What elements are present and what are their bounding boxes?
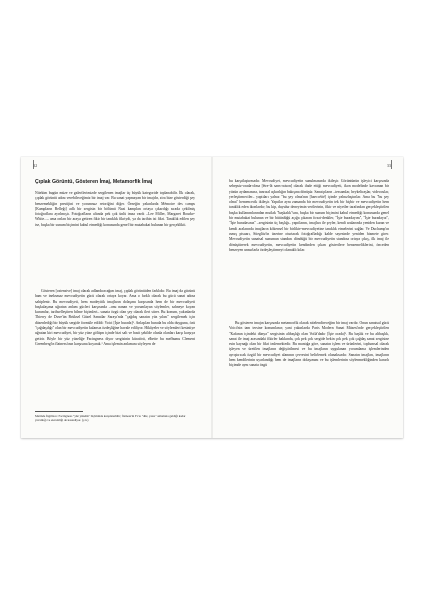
right-body-text-2 (229, 321, 389, 369)
footnote-rule (35, 411, 83, 412)
right-page (213, 157, 403, 438)
left-body-text (35, 191, 195, 228)
left-page (21, 157, 211, 438)
paragraph: Nitekim bugün müze ve galerilerimizde sergilenen imajlar üç büyük kategoride toplanabilir. İlk olarak, çıplak görüntü adını verebileceğimiz bir imaj var. Bu sanat yapmayan bir imajdır, zira bize gösterdiği şey benzemekliğin prestijini ve yorumsuz retoriğini diğer. Örneğin yakınlarda Mémoire des camps [Kampların Belleği] adlı bir sergisin bir bölümü Nazi kampları ortaya çıkardığı sırada çekilmiş fotoğraflara ayrılmıştı. Fotoğrafların altında pek çok ünlü imza vardı –Lee Miller, Margaret Bourke-White...– ama onları bir araya getiren fikir bir tanıklık fikriydi, ya da tarihin izi fikri. Tanıklık edilen şey ise, başka bir sunum biçimini kabul etmediği konusunda genel bir mutabakat bulunan bir gerçeklikti. (35, 191, 195, 227)
page-number: 33 (386, 163, 391, 168)
section-heading: Çıplak Görüntü, Gösteren İmaj, Metamorfik İmaj (35, 179, 153, 185)
paragraph: Gösteren [ostensive] imaj olarak adlandıracağım imaj, çıplak görüntüden farklıdır. Bu imaj da gücünü ham ve ineksmaz mevcudiyetin gücü olarak ortaya koyar. Ama o farklı olarak bu gücü sanat adına sahiplenir. Bu mevcudiyeti, hem modeyitik imajların dolaşımı karşısında hem de bir mevcudiyeti başkalaşıma uğratan anlam gücleri karşısında –onu nanan ve yorumlayan söylemler, sahneye koyan kurumlar, tarihselleştiren bilme biçimleri– sanata özgü olan şey olarak ileri sürer. Bu konum, yakınlarda Thierry de Duve'ün Brüksel Güzel Sanatlar Sarayı'nda "çağdaş sanatın yüz yılını" sergilemek için düzenlediği bir büyük sergide formüle edildi: Voici [İşte burada]¹. Anlaşılan burada bu olda duyguna, özü "çağdaşdığı" olan bir mevcudiyetin kalansız özdeşliğine havale ediliyor. Hikâyeler ve söylemleri kesintiye uğratan kiri mevcudiyet, bir yüz yüze gölüşm içinde bizi salt ve basit şekilde olanla olanları karşı karşıya getirir. Böyle bir yüz yüzeliğe Facingness diyor sergisinin küratörü, elbette bu mefhumu Clement Greenberg'in flatness'ının karşısına koyarak.² Ama işlemin anlamını söyleyen de (35, 289, 195, 346)
paragraph: Bu gösteren imajın karşısında metamorfik olarak nitelendireceğim bir imaj vardır. Onun sanatsal gücü Voici'nin tam tersine konumlanır; yani yakınlarda Paris Modern Sanat Müzesi'nde gerçekleştirilen "Kafanın içindeki dünya" sergisinin altbaşlığı olan Voilà'dadır [İşte orada]¹. Bu başlık ve bu altbaşlık, sanat ile imaj arasındaki fikirler bakkında, çok pek çok sergide bekin çok pek çok çağdaş sanat sergisine esin kaynağı olan bir fikri imlemektedir. Bu mantığa göre, sanatın işlem ve ürünlerini, toplumsal olarak işleyen ve üretilen imajların değiştirilmesi ve bu imajların uygulanan yorumlama işlemlerinden ayrıştırıcak özgül bir mevcudiyet alanının çevresini belirlemek olanaksızdır. Sanatın imajları, imajların hem kendilerinin uyarlandığı hem de imajların dolaşımını ve bu işlemlerinin söylenmekliğinden kararlı biçimde aynı sanata özgü (229, 321, 389, 368)
footnote: Metinde İngilizce: Facingness "yüz yüzelik" biçiminde karşılanabilir; flatness'in Fr.'sı "düz, yassı" anlamına geldiği kadar yavanlığı ve etersizliği de kastediyor. (ç.n.) (35, 414, 186, 423)
right-body-text (229, 179, 389, 253)
book-spread (21, 157, 403, 438)
left-body-text-2 (35, 289, 195, 347)
page-number: 32 (33, 163, 38, 168)
paragraph: bu karşıtlaştırmadır. Mevcudiyet, mevcudiyetin sunulmasında iktleşir. Görüntünün işleyici karşısında sebepsiz-orada-olma [être-là sans-raison] olarak ifade ettiği mevcudiyeti, ikon modelinde kavranan bir yüzün aydamasına, tanrısal açkınlığın bakışına dönüşür. Sanatçıların –tessamlar, heykeltraşlar, videocular, yerleştirmeciler– yaptıları yalnız "bu şey olma'nın [haeccéité] içinde yalnızlaştırılar. Ama bu "bu şey olma" hemencecik ikileşir. Yapıtlar aynı zamanda bir mevcudiyetin tek bir hiçbir ve mevcudiyetin hem tanıklık eden ikonlardır; bu kip, duyulur deneyimin verilerinin, fikir ve niyetler tarafından gerçekleştirilen başka kullanımlarından mutlak "başkalık"sını, başka bir sunum biçimini kabul etmediği konusunda genel bir mutabakat bulunan ve bir bütünlüğü açığa çıkaran fırsat-denkler, "İşte buradayım", "İşte buradayız", "İşte buradasınız" –sergisinin üç başlığı– yapıtlarını, imajları ile şeyler, kendi aralarında yeniden kuran ve kendi aralarında imajların kökensel bir birlikte-mevcudiyetine tanıklık etmelerini sağlar. Ve Duchamp'ın ısmış pisuarı, Stieglitz'in üzerine oturtarak fotoğrafladığı kalde sayesinde yeniden hizmete girer. Mevcudiyetin sanatsal sunumun standını döndüğü bir mevcudiyetin standına ortaya çıkış, ilk imaj ile dönüştürerek mevcudiyetin, mevcudiyetin kendinden çıkan gösterilere benzemeliklerini, önceden benzeyen unsurlarla özdeşleştirmeyi olanaklı kılar. (229, 179, 389, 252)
